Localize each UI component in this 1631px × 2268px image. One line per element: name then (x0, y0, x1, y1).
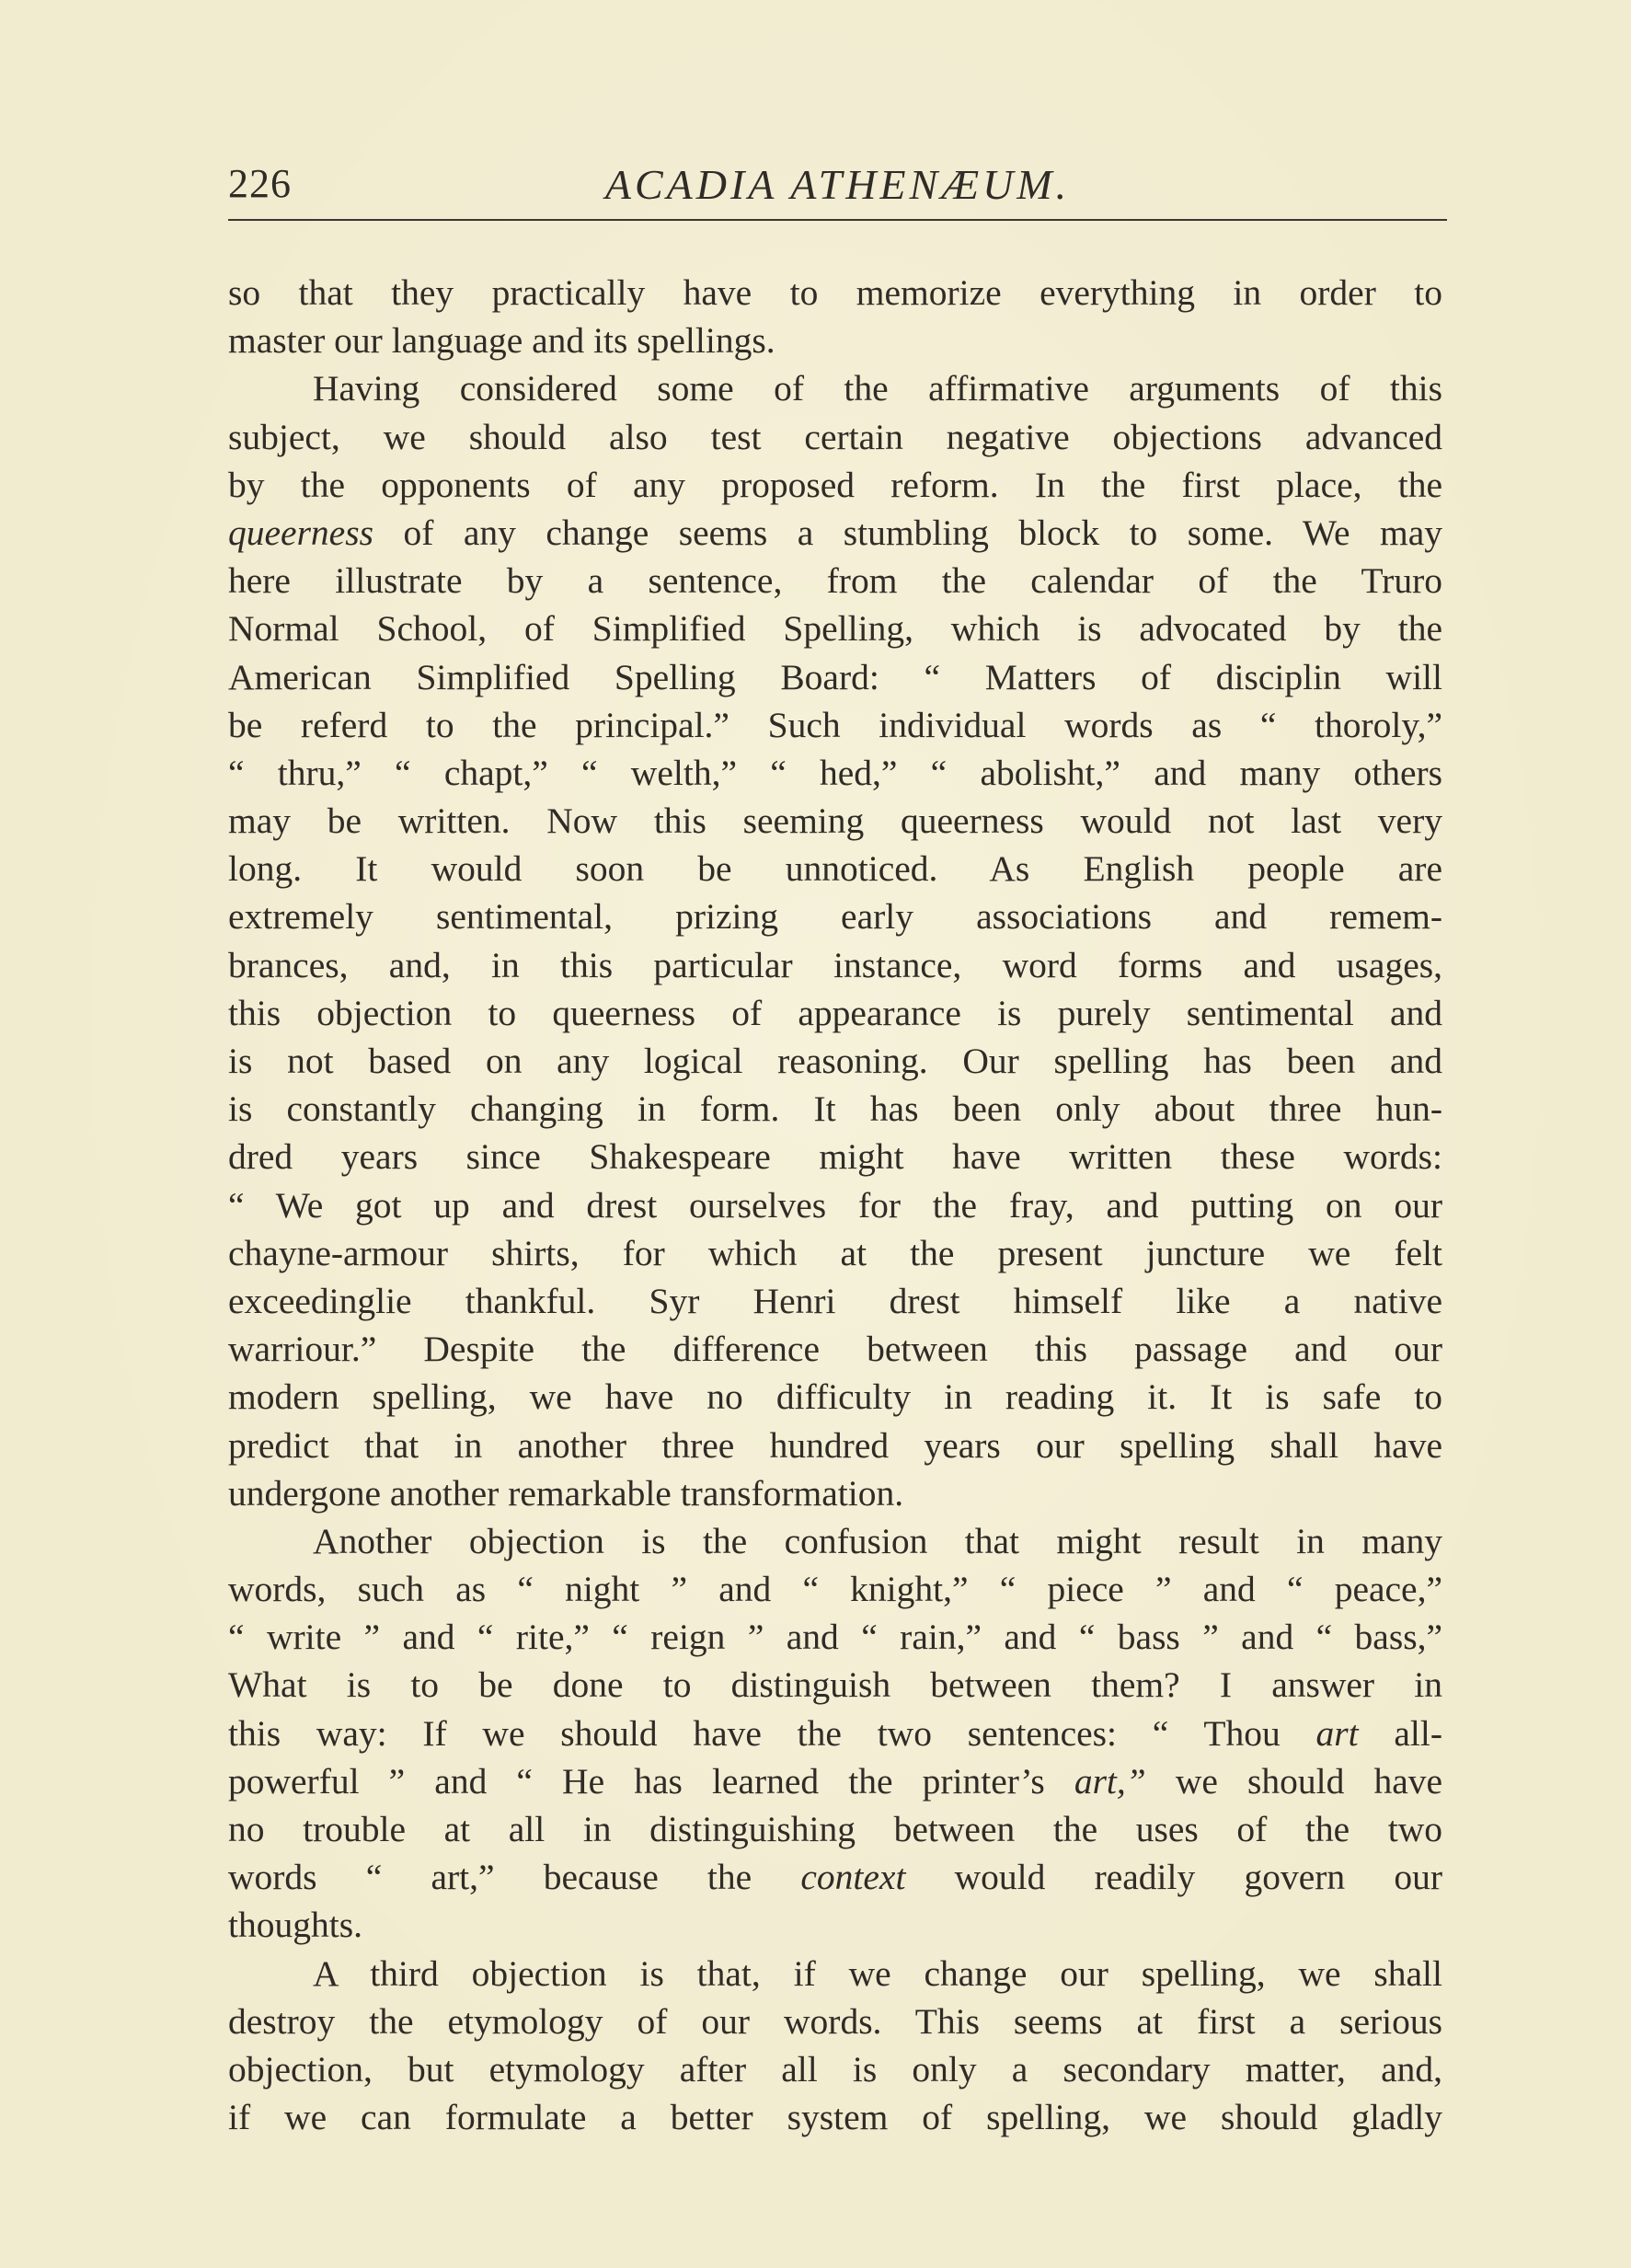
text-line (228, 461, 1442, 509)
text-line (228, 1133, 1442, 1180)
line-text: this way: If we should have the two sentences: “ Thou (228, 1712, 1316, 1754)
line-text: exceedinglie thankful. Syr Henri drest himself like a native (228, 1280, 1442, 1321)
text-line (228, 1950, 1442, 1997)
page-number: 226 (228, 161, 292, 206)
text-line (228, 557, 1442, 604)
line-text: subject, we should also test certain negative objections advanced (228, 416, 1442, 457)
text-line (228, 892, 1442, 940)
text-line (228, 941, 1442, 989)
line-text: Normal School, of Simplified Spelling, which is advocated by the (228, 608, 1442, 650)
line-text: American Simplified Spelling Board: “ Matters of disciplin will (228, 656, 1442, 697)
text-line (228, 1229, 1442, 1277)
line-text: brances, and, in this particular instance, word forms and usages, (228, 944, 1442, 985)
page-header (228, 155, 1447, 221)
line-text: here illustrate by a sentence, from the calendar of the Truro (228, 560, 1442, 602)
text-line (228, 653, 1442, 701)
line-text: Having considered some of the affirmative arguments of this (313, 368, 1442, 409)
running-title: ACADIA ATHENÆUM. (604, 161, 1071, 208)
line-text: extremely sentimental, prizing early associations and remem- (228, 896, 1442, 938)
line-text: is not based on any logical reasoning. Our spelling has been and (228, 1041, 1442, 1081)
text-line (228, 1901, 1442, 1949)
text-line (228, 1085, 1442, 1133)
text-line (228, 2093, 1442, 2141)
line-text: of any change seems a stumbling block to some. We may (373, 512, 1442, 553)
text-line (228, 1757, 1442, 1805)
line-text: undergone another remarkable transformation. (228, 1472, 904, 1514)
line-text: A third objection is that, if we change our spelling, we shall (313, 1952, 1442, 1994)
line-text: so that they practically have to memorize everything in order to (228, 272, 1442, 313)
text-line (228, 1710, 1442, 1757)
line-text: powerful ” and “ He has learned the printer’s (228, 1760, 1074, 1802)
text-line (228, 317, 1442, 364)
line-text: predict that in another three hundred years our spelling shall have (228, 1424, 1442, 1466)
line-text: words, such as “ night ” and “ knight,” “ piece ” and “ peace,” (228, 1569, 1442, 1610)
line-text: destroy the etymology of our words. This seems at first a serious (228, 2000, 1442, 2042)
line-text: would readily govern our (905, 1857, 1442, 1898)
line-text: dred years since Shakespeare might have written these words: (228, 1136, 1442, 1178)
text-line (228, 989, 1442, 1037)
text-line (228, 1853, 1442, 1901)
line-text: warriour.” Despite the difference between this passage and our (228, 1329, 1442, 1370)
line-text: objection, but etymology after all is only a secondary matter, and, (228, 2048, 1442, 2090)
text-line (228, 413, 1442, 461)
line-text: all- (1358, 1712, 1443, 1754)
italic-word: queerness (228, 512, 373, 553)
line-text: may be written. Now this seeming queerness would not last very (228, 800, 1442, 842)
line-text: thoughts. (228, 1905, 362, 1946)
line-text: “ We got up and drest ourselves for the fray, and putting on our (228, 1184, 1442, 1226)
text-line (228, 1613, 1442, 1661)
header-rule (228, 219, 1447, 221)
text-line (228, 1277, 1442, 1325)
text-line (228, 845, 1442, 892)
italic-word: art (1315, 1712, 1359, 1754)
line-text: modern spelling, we have no difficulty in reading it. It is safe to (228, 1376, 1442, 1418)
text-line (228, 1469, 1442, 1517)
line-text: “ write ” and “ rite,” “ reign ” and “ rain,” and “ bass ” and “ bass,” (228, 1617, 1442, 1658)
line-text: by the opponents of any proposed reform. In the first place, the (228, 464, 1442, 505)
italic-word: context (800, 1857, 906, 1898)
text-line (228, 1661, 1442, 1709)
text-line (228, 364, 1442, 412)
line-text: master our language and its spellings. (228, 320, 775, 362)
line-text: words “ art,” because the (228, 1857, 801, 1898)
text-line (228, 1422, 1442, 1469)
line-text: “ thru,” “ chapt,” “ welth,” “ hed,” “ abolisht,” and many others (228, 752, 1442, 793)
line-text: chayne-armour shirts, for which at the present juncture we felt (228, 1232, 1442, 1273)
text-line (228, 701, 1442, 749)
text-line (228, 269, 1442, 317)
text-line (228, 749, 1442, 797)
text-line (228, 2045, 1442, 2093)
line-text: no trouble at all in distinguishing between the uses of the two (228, 1809, 1442, 1849)
text-line (228, 1373, 1442, 1421)
line-text: this objection to queerness of appearance is purely sentimental and (228, 992, 1442, 1033)
line-text: What is to be done to distinguish between them? I answer in (228, 1664, 1442, 1706)
text-line (228, 1565, 1442, 1613)
text-line (228, 1997, 1442, 2045)
text-line (228, 1037, 1442, 1085)
text-line (228, 509, 1442, 557)
line-text: we should have (1145, 1760, 1443, 1802)
line-text: Another objection is the confusion that might result in many (313, 1520, 1442, 1561)
italic-word: art,” (1074, 1760, 1146, 1802)
text-line (228, 604, 1442, 652)
article-body (228, 269, 1442, 2141)
line-text: is constantly changing in form. It has been only about three hun- (228, 1088, 1442, 1130)
line-text: if we can formulate a better system of spelling, we should gladly (228, 2097, 1442, 2138)
text-line (228, 1325, 1442, 1373)
text-line (228, 1517, 1442, 1565)
text-line (228, 1805, 1442, 1853)
text-line (228, 797, 1442, 845)
text-line (228, 1181, 1442, 1229)
line-text: be referd to the principal.” Such individual words as “ thoroly,” (228, 704, 1442, 745)
line-text: long. It would soon be unnoticed. As English people are (228, 848, 1442, 890)
